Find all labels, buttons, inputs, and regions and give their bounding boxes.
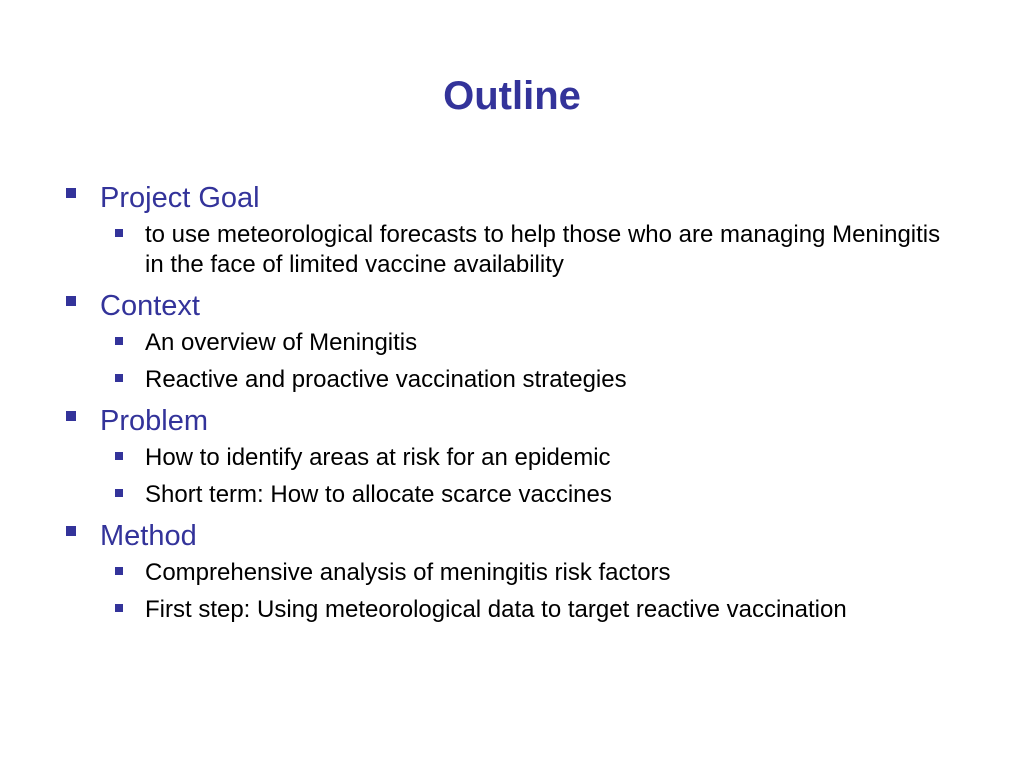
square-bullet-icon [114, 595, 145, 612]
list-item [114, 328, 982, 358]
square-bullet-icon [114, 220, 145, 237]
slide-title: Outline [443, 74, 581, 118]
sub-list [62, 328, 982, 395]
list-item [114, 480, 982, 510]
outline-section-method [62, 518, 982, 625]
list-item [114, 443, 982, 473]
section-label: Context [100, 290, 200, 322]
outline-section-project-goal [62, 180, 982, 280]
outline-section-context [62, 288, 982, 395]
list-item-text: Short term: How to allocate scarce vaccines [145, 481, 612, 508]
outline-list [62, 180, 982, 633]
section-label: Problem [100, 405, 208, 437]
list-item-text: How to identify areas at risk for an epidemic [145, 444, 611, 471]
list-item [114, 595, 982, 625]
square-bullet-icon [62, 403, 100, 421]
sub-list [62, 220, 982, 280]
square-bullet-icon [114, 443, 145, 460]
list-item [114, 365, 982, 395]
sub-list [62, 443, 982, 510]
list-item-text: First step: Using meteorological data to target reactive vaccination [145, 596, 847, 623]
section-label: Method [100, 520, 197, 552]
list-item-text: Reactive and proactive vaccination strategies [145, 366, 627, 393]
square-bullet-icon [62, 518, 100, 536]
square-bullet-icon [114, 558, 145, 575]
square-bullet-icon [114, 480, 145, 497]
list-item-text: to use meteorological forecasts to help those who are managing Meningitis in the face of limited vaccine availability [145, 221, 941, 278]
section-label: Project Goal [100, 182, 260, 214]
list-item [114, 220, 982, 280]
square-bullet-icon [62, 288, 100, 306]
outline-section-problem [62, 403, 982, 510]
list-item [114, 558, 982, 588]
list-item-text: Comprehensive analysis of meningitis risk factors [145, 559, 671, 586]
sub-list [62, 558, 982, 625]
square-bullet-icon [62, 180, 100, 198]
square-bullet-icon [114, 365, 145, 382]
list-item-text: An overview of Meningitis [145, 329, 418, 356]
square-bullet-icon [114, 328, 145, 345]
